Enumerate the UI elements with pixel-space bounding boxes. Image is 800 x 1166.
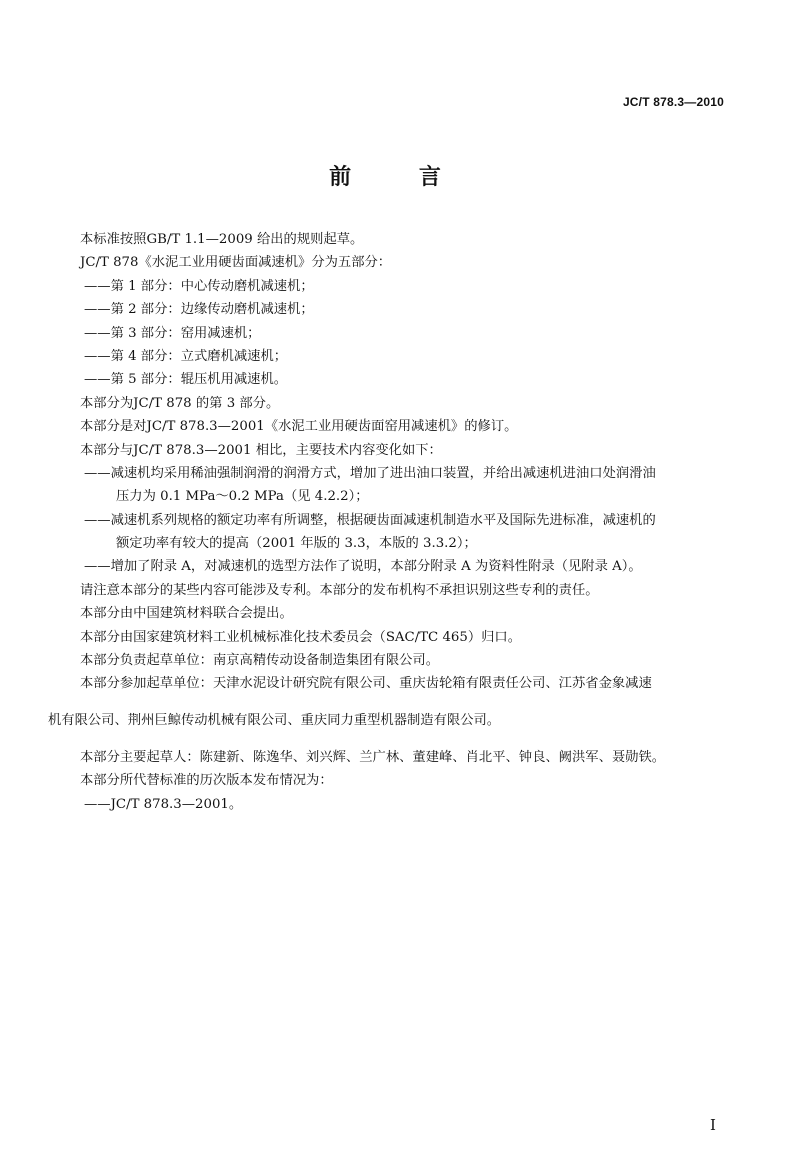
paragraph: 本部分由中国建筑材料联合会提出。 [80, 606, 293, 622]
paragraph: 本部分参加起草单位：天津水泥设计研究院有限公司、重庆齿轮箱有限责任公司、江苏省金象减速 [80, 676, 652, 692]
paragraph: 本部分为JC/T 878 的第 3 部分。 [80, 395, 280, 411]
paragraph: 本部分由国家建筑材料工业机械标准化技术委员会（SAC/TC 465）归口。 [80, 629, 522, 645]
list-item-continuation: 额定功率有较大的提高（2001 年版的 3.3，本版的 3.3.2）； [116, 536, 477, 552]
list-item: ——第 3 部分：窑用减速机； [84, 325, 261, 341]
list-item: ——减速机系列规格的额定功率有所调整，根据硬齿面减速机制造水平及国际先进标准，减速机的 [84, 512, 656, 528]
list-item: ——第 2 部分：边缘传动磨机减速机； [84, 302, 314, 318]
page-title: 前 言 [329, 164, 471, 190]
list-item: ——减速机均采用稀油强制润滑的润滑方式，增加了进出油口装置，并给出减速机进油口处润滑油 [84, 465, 656, 481]
paragraph: 本部分负责起草单位：南京高精传动设备制造集团有限公司。 [80, 653, 440, 669]
paragraph: 本部分与JC/T 878.3—2001 相比，主要技术内容变化如下： [80, 442, 442, 458]
paragraph: 本部分所代替标准的历次版本发布情况为： [80, 773, 333, 789]
paragraph: 请注意本部分的某些内容可能涉及专利。本部分的发布机构不承担识别这些专利的责任。 [80, 582, 599, 598]
paragraph: 本部分主要起草人：陈建新、陈逸华、刘兴辉、兰广林、董建峰、肖北平、钟良、阙洪军、聂勋铁。 [80, 749, 666, 765]
paragraph: 本部分是对JC/T 878.3—2001《水泥工业用硬齿面窑用减速机》的修订。 [80, 419, 518, 435]
list-item: ——增加了附录 A，对减速机的选型方法作了说明，本部分附录 A 为资料性附录（见附录 A）。 [84, 559, 642, 575]
page-number: I [710, 1116, 716, 1134]
list-item: ——第 1 部分：中心传动磨机减速机； [84, 278, 314, 294]
paragraph: 本标准按照GB/T 1.1—2009 给出的规则起草。 [80, 232, 364, 247]
paragraph: JC/T 878《水泥工业用硬齿面减速机》分为五部分： [80, 255, 392, 271]
list-item-continuation: 压力为 0.1 MPa～0.2 MPa（见 4.2.2）； [116, 489, 369, 505]
list-item: ——第 4 部分：立式磨机减速机； [84, 348, 288, 364]
list-item: ——第 5 部分：辊压机用减速机。 [84, 372, 288, 388]
foreword-body [48, 228, 728, 816]
standard-code: JC/T 878.3—2010 [622, 95, 724, 109]
paragraph-continuation: 机有限公司、荆州巨鲸传动机械有限公司、重庆同力重型机器制造有限公司。 [48, 713, 501, 729]
list-item: ——JC/T 878.3—2001。 [84, 796, 243, 812]
